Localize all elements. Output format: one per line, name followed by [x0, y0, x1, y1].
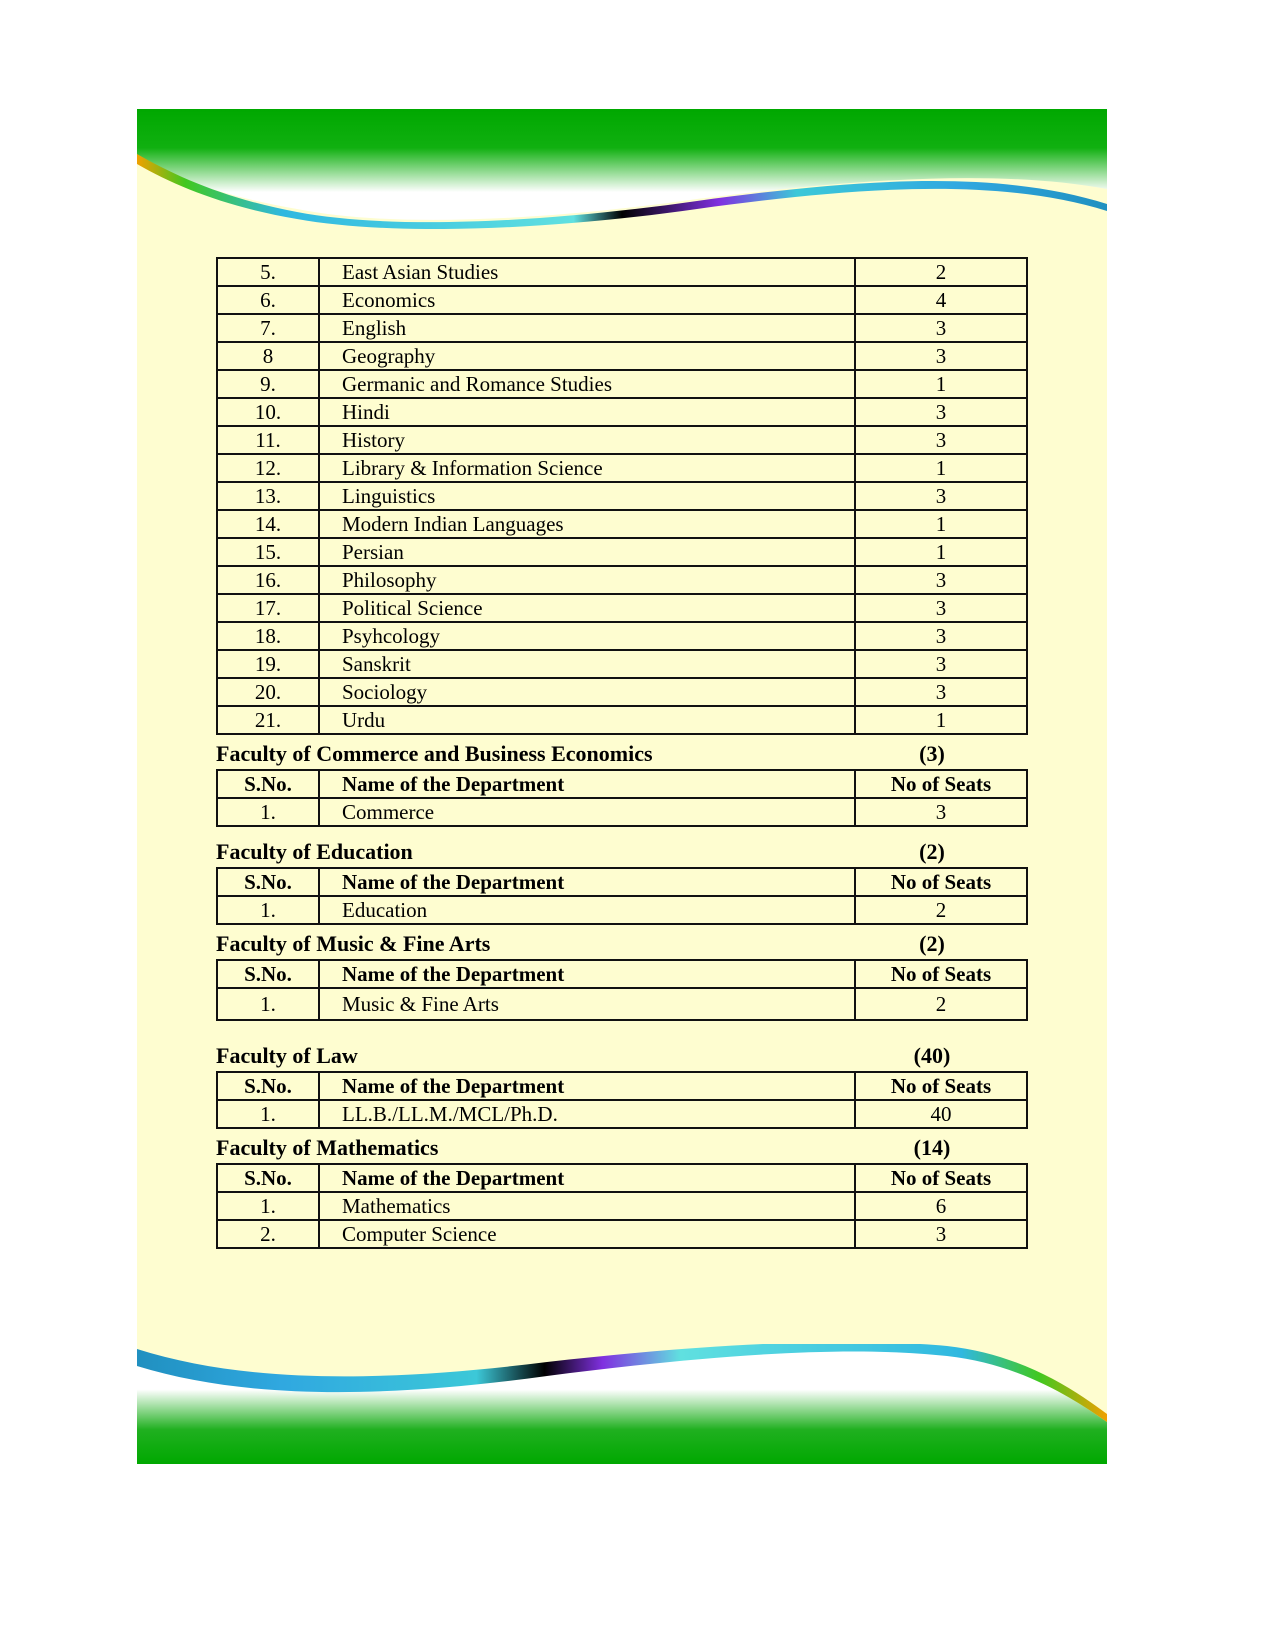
sno-cell: 16.	[217, 566, 319, 594]
table-row	[217, 1220, 1027, 1248]
commerce-table	[216, 769, 1028, 827]
department-header: Name of the Department	[319, 1164, 855, 1192]
table-row	[217, 988, 1027, 1020]
department-header: Name of the Department	[319, 960, 855, 988]
table-row	[217, 342, 1027, 370]
table-row	[217, 370, 1027, 398]
faculty-seat-total: (3)	[919, 741, 945, 766]
faculty-title: Faculty of Law	[216, 1043, 358, 1068]
sno-cell: 9.	[217, 370, 319, 398]
department-cell: Mathematics	[319, 1192, 855, 1220]
department-cell: Economics	[319, 286, 855, 314]
table-row	[217, 454, 1027, 482]
department-cell: History	[319, 426, 855, 454]
department-cell: Education	[319, 896, 855, 924]
sno-cell: 1.	[217, 1100, 319, 1128]
seats-header: No of Seats	[855, 960, 1027, 988]
faculty-seat-total: (14)	[913, 1135, 951, 1160]
faculty-title: Faculty of Mathematics	[216, 1135, 439, 1160]
table-row	[217, 594, 1027, 622]
sno-cell: 19.	[217, 650, 319, 678]
table-header-row	[217, 960, 1027, 988]
sno-cell: 1.	[217, 1192, 319, 1220]
seats-cell: 3	[855, 1220, 1027, 1248]
faculty-heading-education	[216, 839, 1026, 867]
table-row	[217, 538, 1027, 566]
sno-cell: 5.	[217, 258, 319, 286]
department-header: Name of the Department	[319, 868, 855, 896]
sno-cell: 8	[217, 342, 319, 370]
department-header: Name of the Department	[319, 1072, 855, 1100]
faculty-seat-total: (2)	[919, 931, 945, 956]
department-cell: Modern Indian Languages	[319, 510, 855, 538]
sno-cell: 7.	[217, 314, 319, 342]
sno-cell: 1.	[217, 988, 319, 1020]
department-cell: Sociology	[319, 678, 855, 706]
department-cell: Commerce	[319, 798, 855, 826]
sno-header: S.No.	[217, 1164, 319, 1192]
sno-cell: 18.	[217, 622, 319, 650]
seats-cell: 3	[855, 798, 1027, 826]
sno-header: S.No.	[217, 770, 319, 798]
seats-cell: 1	[855, 538, 1027, 566]
table-row	[217, 896, 1027, 924]
sno-cell: 11.	[217, 426, 319, 454]
music-fine-arts-table	[216, 959, 1028, 1021]
table-header-row	[217, 868, 1027, 896]
seats-header: No of Seats	[855, 1072, 1027, 1100]
table-row	[217, 482, 1027, 510]
seats-cell: 3	[855, 342, 1027, 370]
seats-cell: 3	[855, 398, 1027, 426]
faculty-heading-mathematics	[216, 1135, 1026, 1163]
seats-cell: 1	[855, 706, 1027, 734]
faculty-title: Faculty of Education	[216, 839, 413, 864]
table-header-row	[217, 1072, 1027, 1100]
table-row	[217, 286, 1027, 314]
department-cell: Persian	[319, 538, 855, 566]
sno-cell: 2.	[217, 1220, 319, 1248]
department-cell: Sanskrit	[319, 650, 855, 678]
seats-cell: 6	[855, 1192, 1027, 1220]
faculty-heading-law	[216, 1043, 1026, 1071]
seats-cell: 1	[855, 510, 1027, 538]
department-cell: Music & Fine Arts	[319, 988, 855, 1020]
education-table	[216, 867, 1028, 925]
sno-cell: 15.	[217, 538, 319, 566]
seats-cell: 2	[855, 896, 1027, 924]
table-row	[217, 426, 1027, 454]
seats-header: No of Seats	[855, 868, 1027, 896]
seats-cell: 2	[855, 988, 1027, 1020]
seats-cell: 3	[855, 650, 1027, 678]
seats-cell: 3	[855, 314, 1027, 342]
department-cell: Germanic and Romance Studies	[319, 370, 855, 398]
mathematics-table	[216, 1163, 1028, 1249]
seats-header: No of Seats	[855, 1164, 1027, 1192]
seats-cell: 1	[855, 454, 1027, 482]
table-row	[217, 510, 1027, 538]
department-cell: Political Science	[319, 594, 855, 622]
seats-cell: 3	[855, 594, 1027, 622]
table-header-row	[217, 1164, 1027, 1192]
table-row	[217, 798, 1027, 826]
departments-table-continued	[216, 257, 1028, 735]
seats-cell: 40	[855, 1100, 1027, 1128]
faculty-heading-commerce	[216, 741, 1026, 769]
sno-cell: 14.	[217, 510, 319, 538]
seats-cell: 3	[855, 566, 1027, 594]
sno-cell: 10.	[217, 398, 319, 426]
document-page	[137, 109, 1107, 1464]
sno-header: S.No.	[217, 868, 319, 896]
faculty-heading-music-fine-arts	[216, 931, 1026, 959]
seats-cell: 4	[855, 286, 1027, 314]
sno-cell: 13.	[217, 482, 319, 510]
sno-cell: 12.	[217, 454, 319, 482]
faculty-seat-total: (2)	[919, 839, 945, 864]
sno-cell: 1.	[217, 798, 319, 826]
decorative-top-banner	[137, 109, 1107, 229]
seats-cell: 3	[855, 426, 1027, 454]
faculty-title: Faculty of Commerce and Business Economics	[216, 741, 653, 766]
seats-header: No of Seats	[855, 770, 1027, 798]
table-header-row	[217, 770, 1027, 798]
seats-cell: 3	[855, 482, 1027, 510]
department-header: Name of the Department	[319, 770, 855, 798]
seat-tables	[216, 257, 1026, 1249]
sno-cell: 6.	[217, 286, 319, 314]
decorative-bottom-banner	[137, 1344, 1107, 1464]
table-row	[217, 258, 1027, 286]
table-row	[217, 398, 1027, 426]
table-row	[217, 622, 1027, 650]
seats-cell: 3	[855, 678, 1027, 706]
sno-cell: 17.	[217, 594, 319, 622]
department-cell: Philosophy	[319, 566, 855, 594]
table-row	[217, 1192, 1027, 1220]
sno-cell: 20.	[217, 678, 319, 706]
table-row	[217, 566, 1027, 594]
table-row	[217, 706, 1027, 734]
seats-cell: 2	[855, 258, 1027, 286]
department-cell: Psyhcology	[319, 622, 855, 650]
sno-header: S.No.	[217, 1072, 319, 1100]
sno-cell: 21.	[217, 706, 319, 734]
seats-cell: 3	[855, 622, 1027, 650]
department-cell: Computer Science	[319, 1220, 855, 1248]
department-cell: Geography	[319, 342, 855, 370]
table-row	[217, 314, 1027, 342]
department-cell: Urdu	[319, 706, 855, 734]
faculty-seat-total: (40)	[913, 1043, 951, 1068]
table-row	[217, 650, 1027, 678]
department-cell: East Asian Studies	[319, 258, 855, 286]
department-cell: Hindi	[319, 398, 855, 426]
department-cell: Linguistics	[319, 482, 855, 510]
sno-header: S.No.	[217, 960, 319, 988]
department-cell: Library & Information Science	[319, 454, 855, 482]
table-row	[217, 678, 1027, 706]
department-cell: English	[319, 314, 855, 342]
faculty-title: Faculty of Music & Fine Arts	[216, 931, 491, 956]
department-cell: LL.B./LL.M./MCL/Ph.D.	[319, 1100, 855, 1128]
seats-cell: 1	[855, 370, 1027, 398]
table-row	[217, 1100, 1027, 1128]
law-table	[216, 1071, 1028, 1129]
sno-cell: 1.	[217, 896, 319, 924]
